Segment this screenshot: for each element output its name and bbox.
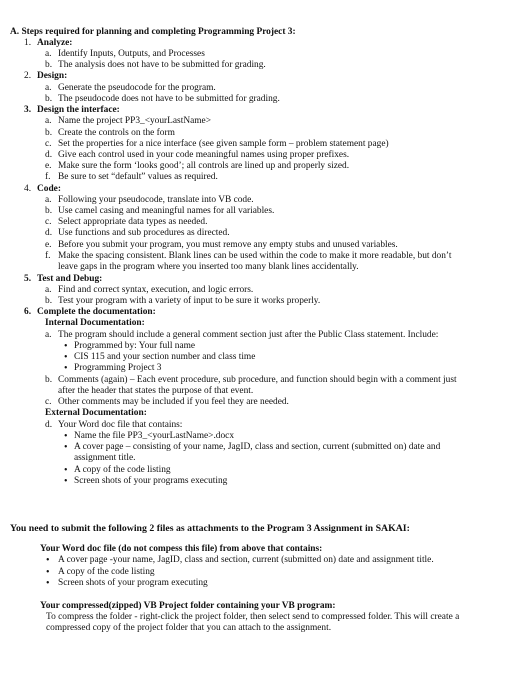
- step-1a-text: Identify Inputs, Outputs, and Processes: [58, 49, 205, 59]
- bullet-icon: •: [64, 431, 68, 442]
- internal-bullet-2: CIS 115 and your section number and class time: [74, 352, 256, 362]
- step-6-title: Complete the documentation:: [37, 307, 156, 317]
- step-3c-text: Set the properties for a nice interface (see given sample form – problem statement page): [58, 139, 389, 149]
- step-4c-text: Select appropriate data types as needed.: [58, 217, 208, 227]
- step-3c-letter: c.: [45, 139, 52, 149]
- step-1-number: 1.: [24, 38, 32, 48]
- step-4d-text: Use functions and sub procedures as directed.: [58, 228, 230, 238]
- bullet-icon: •: [46, 567, 50, 578]
- step-5b-letter: b.: [45, 296, 53, 306]
- external-bullet-1: Name the file PP3_<yourLastName>.docx: [74, 431, 235, 441]
- step-3f-text: Be sure to set “default” values as required.: [58, 172, 218, 182]
- submission-heading: You need to submit the following 2 files as attachments to the Program 3 Assignment in SAKAI:: [10, 523, 410, 534]
- step-5-number: 5.: [24, 274, 32, 284]
- step-1b-text: The analysis does not have to be submitted for grading.: [58, 60, 266, 70]
- step-3a-text: Name the project PP3_<yourLastName>: [58, 116, 211, 126]
- step-4-title: Code:: [37, 184, 61, 194]
- internal-bullet-3: Programming Project 3: [74, 363, 162, 373]
- step-2b-letter: b.: [45, 94, 53, 104]
- step-4f-text-continued: leave gaps in the program where you inserted too many blank lines accidentally.: [58, 262, 359, 272]
- step-5b-text: Test your program with a variety of input to be sure it works properly.: [58, 296, 321, 306]
- step-6a-letter: a.: [45, 330, 52, 340]
- step-6b-letter: b.: [45, 375, 53, 385]
- zip-instructions-line-1: To compress the folder - right-click the project folder, then select send to compressed folder. This will create a: [46, 612, 460, 622]
- word-file-heading: Your Word doc file (do not compess this file) from above that contains:: [40, 544, 323, 554]
- step-3a-letter: a.: [45, 116, 52, 126]
- step-2b-text: The pseudocode does not have to be submitted for grading.: [58, 94, 280, 104]
- bullet-icon: •: [64, 352, 68, 363]
- step-4b-letter: b.: [45, 206, 53, 216]
- step-3-number: 3.: [24, 105, 32, 115]
- step-1b-letter: b.: [45, 60, 53, 70]
- zip-instructions-line-2: compressed copy of the project folder that you can attach to the assignment.: [46, 623, 332, 633]
- step-6b-text: Comments (again) – Each event procedure, sub procedure, and function should begin with a comment just: [58, 375, 457, 385]
- step-1a-letter: a.: [45, 49, 52, 59]
- step-6a-text: The program should include a general comment section just after the Public Class statement. Include:: [58, 330, 439, 340]
- bullet-icon: •: [46, 555, 50, 566]
- step-6d-letter: d.: [45, 420, 53, 430]
- step-6-number: 6.: [24, 307, 32, 317]
- word-bullet-1: A cover page -your name, JagID, class and section, current (submitted on) date and assignment title.: [58, 555, 434, 565]
- step-3e-letter: e.: [45, 161, 52, 171]
- section-a-heading: A. Steps required for planning and completing Programming Project 3:: [10, 27, 296, 37]
- step-3e-text: Make sure the form ‘looks good’; all controls are lined up and properly sized.: [58, 161, 350, 171]
- step-1-title: Analyze:: [37, 38, 73, 48]
- step-5-title: Test and Debug:: [37, 274, 103, 284]
- word-bullet-2: A copy of the code listing: [58, 567, 155, 577]
- step-4c-letter: c.: [45, 217, 52, 227]
- step-4a-letter: a.: [45, 195, 52, 205]
- step-5a-text: Find and correct syntax, execution, and logic errors.: [58, 285, 254, 295]
- step-3b-text: Create the controls on the form: [58, 128, 175, 138]
- step-2-title: Design:: [37, 71, 68, 81]
- step-4e-letter: e.: [45, 240, 52, 250]
- external-bullet-4: Screen shots of your programs executing: [74, 476, 228, 486]
- step-4-number: 4.: [24, 184, 32, 194]
- step-2-number: 2.: [24, 71, 32, 81]
- bullet-icon: •: [46, 578, 50, 589]
- external-bullet-2: A cover page – consisting of your name, JagID, class and section, current (submitted on) date and: [74, 442, 441, 452]
- step-4d-letter: d.: [45, 228, 53, 238]
- step-3d-letter: d.: [45, 150, 53, 160]
- internal-bullet-1: Programmed by: Your full name: [74, 341, 196, 351]
- step-2a-letter: a.: [45, 83, 52, 93]
- bullet-icon: •: [64, 465, 68, 476]
- internal-documentation-heading: Internal Documentation:: [45, 318, 145, 328]
- step-4f-letter: f.: [45, 251, 51, 261]
- step-6d-text: Your Word doc file that contains:: [58, 420, 183, 430]
- step-4f-text: Make the spacing consistent. Blank lines can be used within the code to make it more readable, but don’t: [58, 251, 452, 261]
- bullet-icon: •: [64, 341, 68, 352]
- step-6c-letter: c.: [45, 397, 52, 407]
- external-bullet-3: A copy of the code listing: [74, 465, 171, 475]
- zip-folder-heading: Your compressed(zipped) VB Project folder containing your VB program:: [40, 601, 336, 611]
- bullet-icon: •: [64, 476, 68, 487]
- bullet-icon: •: [64, 363, 68, 374]
- external-documentation-heading: External Documentation:: [45, 408, 147, 418]
- step-6c-text: Other comments may be included if you feel they are needed.: [58, 397, 289, 407]
- step-4a-text: Following your pseudocode, translate into VB code.: [58, 195, 254, 205]
- word-bullet-3: Screen shots of your program executing: [58, 578, 208, 588]
- step-6b-text-continued: after the header that states the purpose of that event.: [58, 386, 254, 396]
- step-3-title: Design the interface:: [37, 105, 120, 115]
- step-4b-text: Use camel casing and meaningful names for all variables.: [58, 206, 275, 216]
- step-3d-text: Give each control used in your code meaningful names using proper prefixes.: [58, 150, 350, 160]
- step-3f-letter: f.: [45, 172, 51, 182]
- step-5a-letter: a.: [45, 285, 52, 295]
- step-4e-text: Before you submit your program, you must remove any empty stubs and unused variables.: [58, 240, 398, 250]
- external-bullet-2-continued: assignment title.: [74, 453, 136, 463]
- step-2a-text: Generate the pseudocode for the program.: [58, 83, 216, 93]
- bullet-icon: •: [64, 442, 68, 453]
- step-3b-letter: b.: [45, 128, 53, 138]
